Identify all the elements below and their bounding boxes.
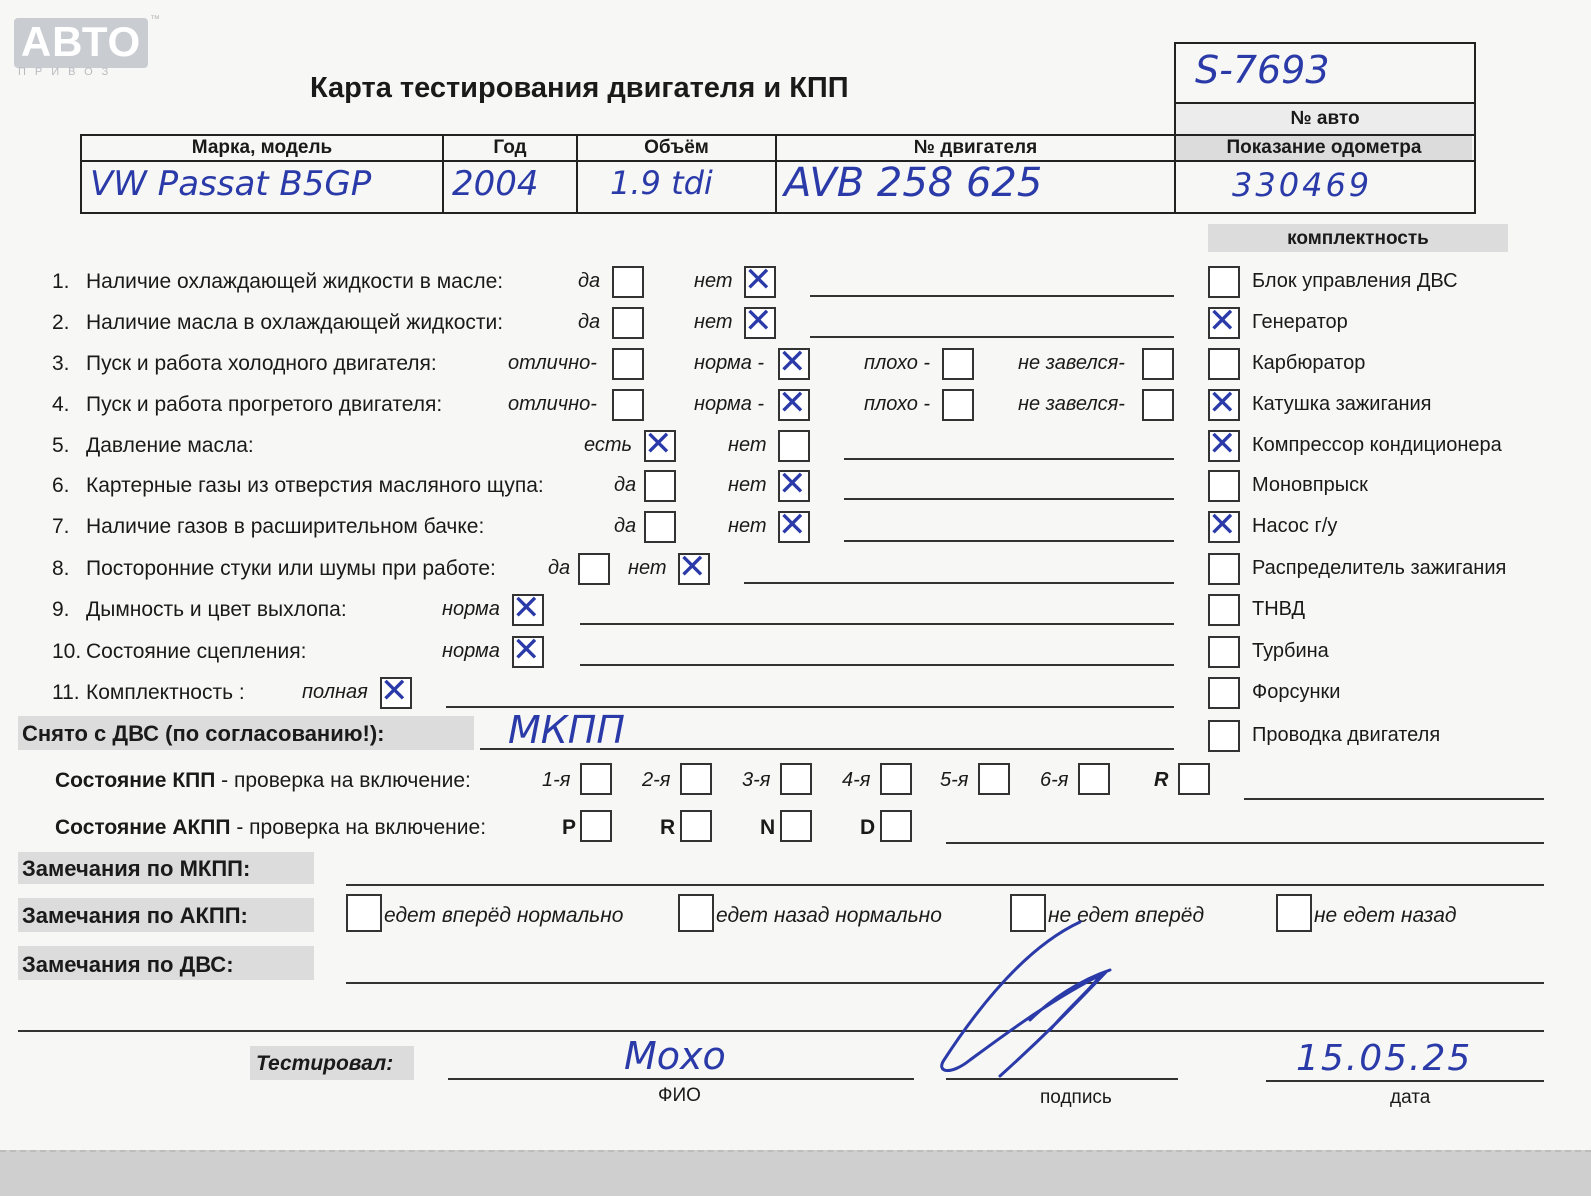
akpp-option-label: не едет назад xyxy=(1314,904,1457,927)
option-label: не завелся- xyxy=(1018,393,1125,415)
question-number: 6. xyxy=(52,474,70,497)
option-label: да xyxy=(614,515,637,537)
checkbox-no[interactable]: ✕ xyxy=(778,511,810,543)
checkbox-normal[interactable]: ✕ xyxy=(512,594,544,626)
answer-line xyxy=(810,295,1174,297)
checkbox-mode-n[interactable] xyxy=(780,810,812,842)
checkbox-yes[interactable] xyxy=(612,266,644,298)
completeness-item-label: Катушка зажигания xyxy=(1252,393,1432,415)
checkbox-yes[interactable] xyxy=(644,470,676,502)
option-label: нет xyxy=(728,434,767,456)
gear-label: 3-я xyxy=(742,769,771,791)
checkbox-no-start[interactable] xyxy=(1142,389,1174,421)
question-number: 4. xyxy=(52,393,70,416)
checkbox-gear-5[interactable] xyxy=(978,763,1010,795)
signature-label: подпись xyxy=(1040,1087,1112,1108)
kpp-line xyxy=(1244,798,1544,800)
answer-line xyxy=(580,664,1174,666)
checkbox-yes[interactable] xyxy=(612,307,644,339)
make-model-value[interactable]: VW Passat B5GP xyxy=(90,164,372,204)
date-value[interactable]: 15.05.25 xyxy=(1296,1038,1473,1079)
completeness-item-label: Распределитель зажигания xyxy=(1252,557,1507,579)
completeness-item-label: Компрессор кондиционера xyxy=(1252,434,1502,456)
logo-trademark: ™ xyxy=(150,14,160,25)
gear-label: 4-я xyxy=(842,769,871,791)
option-label: плохо - xyxy=(864,352,931,374)
completeness-item-label: Карбюратор xyxy=(1252,352,1366,374)
option-label: нет xyxy=(728,515,767,537)
mode-label: R xyxy=(660,816,676,839)
handwritten-signature xyxy=(930,910,1130,1090)
checkbox-ignition-coil[interactable]: ✕ xyxy=(1208,389,1240,421)
question-text: Пуск и работа холодного двигателя: xyxy=(86,352,437,375)
auto-number-value[interactable]: S-7693 xyxy=(1195,48,1330,92)
option-label: есть xyxy=(584,434,633,456)
akpp-label xyxy=(55,816,486,840)
option-label: нет xyxy=(628,557,667,579)
col-volume: Объём xyxy=(644,137,709,158)
gear-label: R xyxy=(1154,769,1169,791)
question-text: Картерные газы из отверстия масляного щупа: xyxy=(86,474,544,497)
answer-line xyxy=(844,498,1174,500)
checkbox-power-steering-pump[interactable]: ✕ xyxy=(1208,511,1240,543)
gear-label: 6-я xyxy=(1040,769,1069,791)
header-divider xyxy=(80,160,1476,162)
completeness-item-label: Моновпрыск xyxy=(1252,474,1368,496)
checkbox-distributor[interactable] xyxy=(1208,553,1240,585)
auto-number-label: № авто xyxy=(1290,108,1360,129)
option-label: да xyxy=(614,474,637,496)
completeness-item-label: Турбина xyxy=(1252,640,1329,662)
checkbox-normal[interactable]: ✕ xyxy=(778,348,810,380)
akpp-label-bold: Состояние АКПП xyxy=(55,816,231,839)
option-label: отлично- xyxy=(508,393,597,415)
checkbox-gear-6[interactable] xyxy=(1078,763,1110,795)
removed-value[interactable]: МКПП xyxy=(508,708,625,752)
option-label: да xyxy=(548,557,571,579)
mode-label: D xyxy=(860,816,876,839)
logo-text: АВТО xyxy=(20,18,142,65)
akpp-option-label: едет назад нормально xyxy=(716,904,942,927)
option-label: не завелся- xyxy=(1018,352,1125,374)
question-number: 10. xyxy=(52,640,82,663)
akpp-option-label: не едет вперёд xyxy=(1048,904,1205,927)
question-number: 3. xyxy=(52,352,70,375)
checkbox-reverse-ok[interactable] xyxy=(678,894,714,932)
completeness-item-label: ТНВД xyxy=(1252,598,1306,620)
checkbox-normal[interactable]: ✕ xyxy=(778,389,810,421)
gear-label: 1-я xyxy=(542,769,571,791)
option-label: плохо - xyxy=(864,393,931,415)
akpp-line xyxy=(946,842,1544,844)
checkbox-full[interactable]: ✕ xyxy=(380,677,412,709)
answer-line xyxy=(810,336,1174,338)
checkbox-gear-1[interactable] xyxy=(580,763,612,795)
col-year: Год xyxy=(493,137,527,158)
question-number: 7. xyxy=(52,515,70,538)
question-number: 9. xyxy=(52,598,70,621)
checkbox-no[interactable]: ✕ xyxy=(744,307,776,339)
option-label: норма xyxy=(442,640,500,662)
checkbox-mode-r[interactable] xyxy=(680,810,712,842)
col-odometer: Показание одометра xyxy=(1226,137,1422,158)
checkbox-bad[interactable] xyxy=(942,389,974,421)
logo-subtitle: ПРИВОЗ xyxy=(18,66,118,78)
checkbox-yes[interactable] xyxy=(644,511,676,543)
question-text: Наличие газов в расширительном бачке: xyxy=(86,515,485,538)
question-text: Наличие охлаждающей жидкости в масле: xyxy=(86,270,504,293)
remarks-dvs-label: Замечания по ДВС: xyxy=(22,952,234,977)
akpp-option-label: едет вперёд нормально xyxy=(384,904,624,927)
checkbox-mode-d[interactable] xyxy=(880,810,912,842)
completeness-item-label: Форсунки xyxy=(1252,681,1341,703)
akpp-label-rest: - проверка на включение: xyxy=(230,816,487,839)
completeness-item-label: Проводка двигателя xyxy=(1252,724,1441,746)
option-label: отлично- xyxy=(508,352,597,374)
completeness-item-label: Генератор xyxy=(1252,311,1348,333)
gear-label: 2-я xyxy=(642,769,671,791)
checkbox-mode-p[interactable] xyxy=(580,810,612,842)
question-number: 11. xyxy=(52,681,80,704)
option-label: нет xyxy=(694,311,733,333)
answer-line xyxy=(844,540,1174,542)
volume-value[interactable]: 1.9 tdi xyxy=(610,164,713,202)
remarks-mkpp-label: Замечания по МКПП: xyxy=(22,856,251,881)
mode-label: P xyxy=(562,816,577,839)
completeness-item-label: Блок управления ДВС xyxy=(1252,270,1458,292)
option-label: полная xyxy=(302,681,368,703)
checkbox-no-start[interactable] xyxy=(1142,348,1174,380)
remarks-mkpp-line xyxy=(346,884,1544,886)
checkbox-no[interactable]: ✕ xyxy=(778,470,810,502)
answer-line xyxy=(744,582,1174,584)
date-label: дата xyxy=(1390,1087,1431,1108)
question-number: 5. xyxy=(52,434,70,457)
checkbox-no-reverse[interactable] xyxy=(1276,894,1312,932)
answer-line xyxy=(844,458,1174,460)
question-text: Наличие масла в охлаждающей жидкости: xyxy=(86,311,504,334)
checkbox-injection-pump[interactable] xyxy=(1208,594,1240,626)
checkbox-excellent[interactable] xyxy=(612,348,644,380)
checkbox-no[interactable]: ✕ xyxy=(744,266,776,298)
checkbox-gear-3[interactable] xyxy=(780,763,812,795)
tester-name-value[interactable]: Мохо xyxy=(624,1034,726,1078)
kpp-label xyxy=(55,769,471,793)
option-label: нет xyxy=(728,474,767,496)
col-engine-number: № двигателя xyxy=(913,137,1038,158)
question-number: 8. xyxy=(52,557,70,580)
page-title: Карта тестирования двигателя и КПП xyxy=(310,72,849,104)
completeness-title: комплектность xyxy=(1287,228,1429,249)
checkbox-yes[interactable] xyxy=(578,553,610,585)
option-label: нет xyxy=(694,270,733,292)
checkbox-injectors[interactable] xyxy=(1208,677,1240,709)
remarks-extra-line xyxy=(18,1030,1544,1032)
tested-label: Тестировал: xyxy=(256,1052,394,1075)
checkbox-no[interactable] xyxy=(778,430,810,462)
remarks-akpp-label: Замечания по АКПП: xyxy=(22,903,248,928)
question-text: Состояние сцепления: xyxy=(86,640,307,663)
question-number: 2. xyxy=(52,311,70,334)
question-text: Комплектность : xyxy=(86,681,245,704)
date-line xyxy=(1266,1080,1544,1082)
question-number: 1. xyxy=(52,270,70,293)
checkbox-generator[interactable]: ✕ xyxy=(1208,307,1240,339)
removed-line xyxy=(480,748,1174,750)
option-label: норма xyxy=(442,598,500,620)
fio-line xyxy=(448,1078,914,1080)
checkbox-forward-ok[interactable] xyxy=(346,894,382,932)
odometer-value[interactable]: 330469 xyxy=(1232,166,1373,204)
mode-label: N xyxy=(760,816,776,839)
gear-label: 5-я xyxy=(940,769,969,791)
kpp-label-bold: Состояние КПП xyxy=(55,769,216,792)
question-text: Посторонние стуки или шумы при работе: xyxy=(86,557,496,580)
question-text: Дымность и цвет выхлопа: xyxy=(86,598,347,621)
fio-label: ФИО xyxy=(658,1085,701,1106)
option-label: да xyxy=(578,270,601,292)
option-label: да xyxy=(578,311,601,333)
completeness-item-label: Насос г/у xyxy=(1252,515,1338,537)
avto-logo xyxy=(14,18,148,68)
checkbox-turbine[interactable] xyxy=(1208,636,1240,668)
checkbox-yes[interactable]: ✕ xyxy=(644,430,676,462)
removed-label: Снято с ДВС (по согласованию!): xyxy=(22,721,385,746)
checkbox-carburetor[interactable] xyxy=(1208,348,1240,380)
col-make-model: Марка, модель xyxy=(191,137,333,158)
answer-line xyxy=(580,623,1174,625)
checkbox-gear-2[interactable] xyxy=(680,763,712,795)
checkbox-engine-wiring[interactable] xyxy=(1208,720,1240,752)
checkbox-gear-r[interactable] xyxy=(1178,763,1210,795)
option-label: норма - xyxy=(694,352,765,374)
checkbox-ac-compressor[interactable]: ✕ xyxy=(1208,430,1240,462)
checkbox-normal[interactable]: ✕ xyxy=(512,636,544,668)
kpp-label-rest: - проверка на включение: xyxy=(215,769,471,792)
question-text: Давление масла: xyxy=(86,434,254,457)
checkbox-gear-4[interactable] xyxy=(880,763,912,795)
engine-number-value[interactable]: AVB 258 625 xyxy=(784,160,1043,206)
option-label: норма - xyxy=(694,393,765,415)
year-value[interactable]: 2004 xyxy=(452,164,539,204)
checkbox-excellent[interactable] xyxy=(612,389,644,421)
checkbox-ecu[interactable] xyxy=(1208,266,1240,298)
torn-edge xyxy=(0,1150,1591,1196)
checkbox-mono-injection[interactable] xyxy=(1208,470,1240,502)
checkbox-bad[interactable] xyxy=(942,348,974,380)
checkbox-no[interactable]: ✕ xyxy=(678,553,710,585)
question-text: Пуск и работа прогретого двигателя: xyxy=(86,393,443,416)
